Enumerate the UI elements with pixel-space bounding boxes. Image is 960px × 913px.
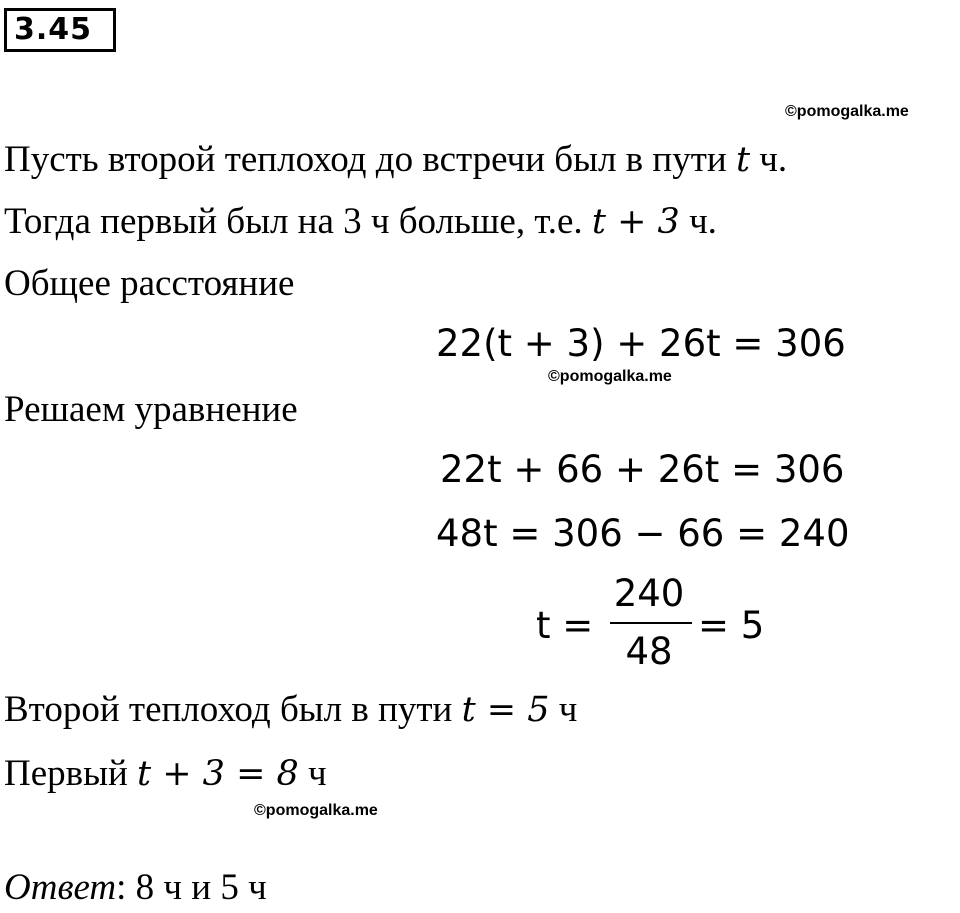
line-2-text: Тогда первый был на 3 ч больше, т.е. [4,201,583,242]
line-5-text: Второй теплоход был в пути [4,689,453,730]
line-1-var: t [735,140,751,180]
equation-3: 48t = 306 − 66 = 240 [436,512,850,555]
text-line-3: Общее расстояние [4,263,295,304]
line-1-text: Пусть второй теплоход до встречи был в пути [4,139,727,180]
text-line-6 [4,752,327,796]
text-line-4: Решаем уравнение [4,389,298,430]
answer-label: Ответ [4,867,117,908]
watermark: ©pomogalka.me [254,802,378,819]
problem-number: 3.45 [14,12,93,47]
line-5-unit: ч [549,689,578,730]
line-5-expr: t = 5 [461,690,550,730]
line-6-text: Первый [4,753,128,794]
text-line-1 [4,138,787,182]
answer-line [4,866,267,910]
answer-text: : 8 ч и 5 ч [116,867,267,908]
line-2-expr: t + 3 [591,202,680,242]
fraction-numerator: 240 [613,572,685,615]
fraction-bar [610,622,692,624]
text-line-2 [4,200,717,244]
equation-4-left: t = [536,604,594,647]
text-line-5 [4,688,577,732]
fraction-denominator: 48 [625,630,673,673]
line-2-unit: ч. [679,201,717,242]
equation-2: 22t + 66 + 26t = 306 [440,448,845,491]
line-1-unit: ч. [750,139,788,180]
watermark: ©pomogalka.me [785,103,909,120]
line-6-expr: t + 3 = 8 [137,754,299,794]
line-6-unit: ч [298,753,327,794]
equation-1: 22(t + 3) + 26t = 306 [436,322,846,365]
watermark: ©pomogalka.me [548,368,672,385]
equation-4-right: = 5 [698,604,765,647]
